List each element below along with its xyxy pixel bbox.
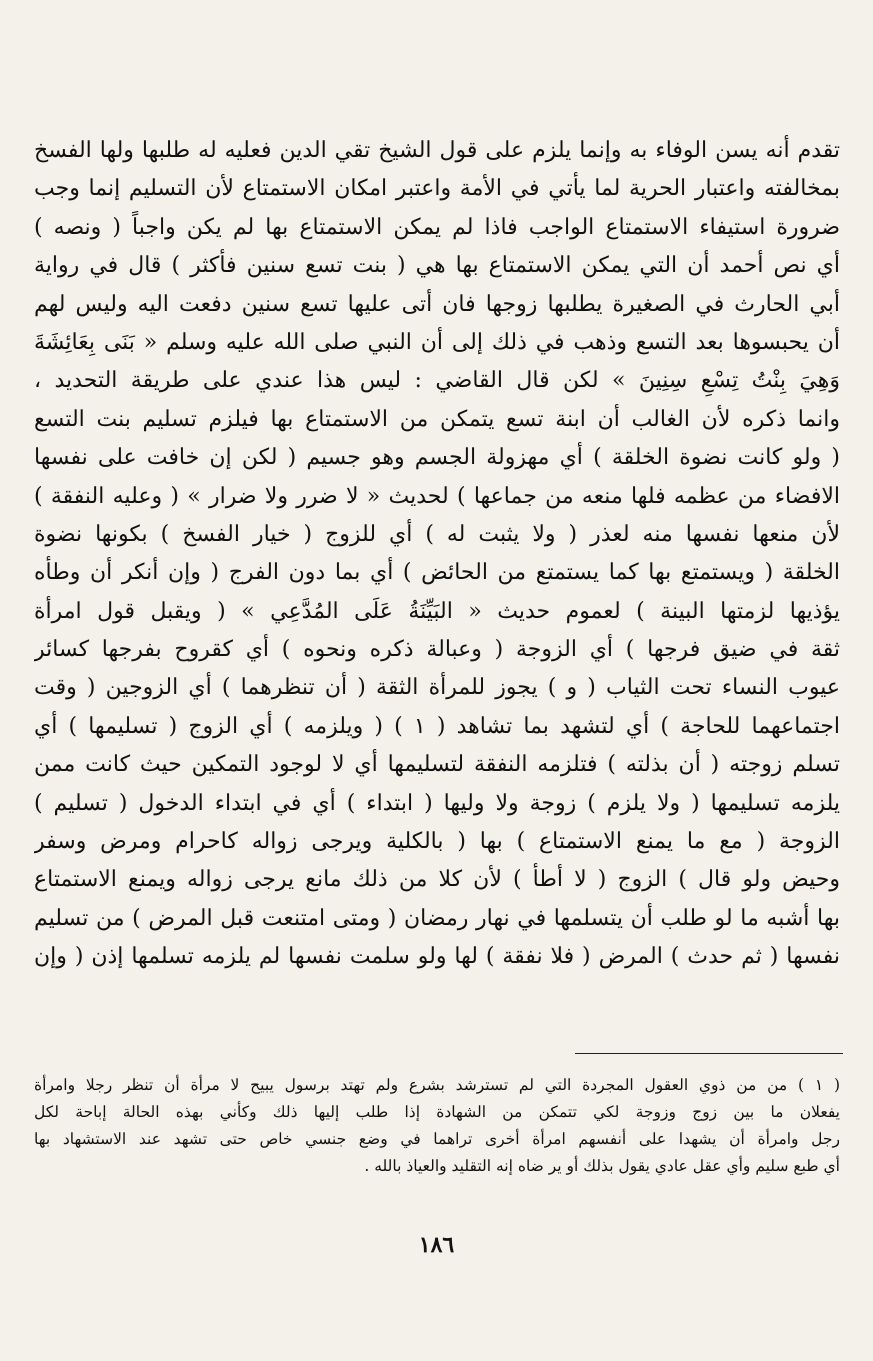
footnote-line: رجل وامرأة أن يشهدا على أنفسهم امرأة أخرى تراهما في وضع جنسي خاص حتى تشهد عند الاستشهاد بها bbox=[34, 1130, 840, 1148]
text-line: الزوجة ( مع ما يمنع الاستمتاع ) بها ( بالكلية ويرجى زواله كاحرام ومرض وسفر bbox=[34, 829, 840, 855]
text-line: بمخالفته واعتبار الحرية لما يأتي في الأمة واعتبر امكان الاستمتاع لأن التسليم إنما وجب bbox=[34, 176, 840, 202]
text-line: نفسها ( ثم حدث ) المرض ( فلا نفقة ) لها ولو سلمت نفسها لم يلزمه تسلمها إذن ( وإن bbox=[34, 944, 840, 970]
page-number: ١٨٦ bbox=[418, 1232, 455, 1258]
text-line: لأن منعها نفسها منه لعذر ( ولا يثبت له ) أي للزوج ( خيار الفسخ ) بكونها نضوة bbox=[34, 521, 840, 547]
footnote-line: ( ١ ) من من ذوي العقول المجردة التي لم تسترشد بشرع ولم تهتد برسول يبيح لا مرأة أن تنظر رجلا وامرأة bbox=[34, 1076, 840, 1094]
text-line: اجتماعهما للحاجة ) أي لتشهد بما تشاهد ( ١ ) ( ويلزمه ) أي الزوج ( تسليمها ) أي bbox=[34, 713, 840, 739]
text-line: يؤذيها لزمتها البينة ) لعموم حديث « البَيِّنَةُ عَلَى المُدَّعِي » ( ويقبل قول امرأة bbox=[34, 598, 840, 624]
text-line: عيوب النساء تحت الثياب ( و ) يجوز للمرأة الثقة ( أن تنظرهما ) أي الزوجين ( وقت bbox=[34, 675, 840, 701]
text-line: أبي الحارث في الصغيرة يطلبها زوجها فان أتى عليها تسع سنين دفعت اليه وليس لهم bbox=[34, 291, 840, 317]
text-line: ثقة في ضيق فرجها ) أي الزوجة ( وعبالة ذكره ونحوه ) أي كقروح بفرجها كسائر bbox=[34, 637, 840, 663]
text-line: الخلقة ( ويستمتع بها كما يستمتع من الحائض ) أي بما دون الفرج ( وإن أنكر أن وطأه bbox=[34, 560, 840, 586]
text-line: وَهِيَ بِنْتُ تِسْعِ سِنِينَ » لكن قال القاضي : ليس هذا عندي على طريقة التحديد ، bbox=[34, 368, 840, 394]
text-line: يلزمه تسليمها ( ولا يلزم ) زوجة ولا وليها ( ابتداء ) أي في ابتداء الدخول ( تسليم ) bbox=[34, 790, 840, 816]
footnote-line: أي طبع سليم وأي عقل عادي يقول بذلك أو ير ضاه إنه التقليد والعياذ بالله . bbox=[364, 1157, 840, 1175]
text-line: الافضاء من عظمه فلها منعه من جماعها ) لحديث « لا ضرر ولا ضرار » ( وعليه النفقة ) bbox=[34, 483, 840, 509]
text-line: ضرورة استيفاء الاستمتاع الواجب فاذا لم يمكن الاستمتاع بها لم يكن واجباً ( ونصه ) bbox=[34, 214, 840, 240]
main-text-block bbox=[34, 132, 840, 977]
text-line: بها أشبه ما لو طلب أن يتسلمها في نهار رمضان ( ومتى امتنعت قبل المرض ) من تسليم bbox=[34, 905, 840, 931]
text-line: وانما ذكره لأن الغالب أن ابنة تسع يتمكن من الاستمتاع بها فيلزم تسليم بنت التسع bbox=[34, 406, 840, 432]
footnote-separator bbox=[575, 1053, 843, 1054]
text-line: تقدم أنه يسن الوفاء به وإنما يلزم على قول الشيخ تقي الدين فعليه له طلبها ولها الفسخ bbox=[34, 138, 840, 163]
text-line: ( ولو كانت نضوة الخلقة ) أي مهزولة الجسم وهو جسيم ( لكن إن خافت على نفسها bbox=[34, 445, 840, 471]
text-line: وحيض ولو قال ) الزوج ( لا أطأ ) لأن كلا من ذلك مانع يرجى زواله ويمنع الاستمتاع bbox=[34, 867, 840, 893]
text-line: أن يحبسوها بعد التسع وذهب في ذلك إلى أن النبي صلى الله عليه وسلم « بَنَى بِعَائِشَةَ bbox=[34, 329, 840, 355]
text-line: أي نص أحمد أن التي يمكن الاستمتاع بها هي ( بنت تسع سنين فأكثر ) قال في رواية bbox=[34, 253, 840, 279]
text-line: تسلم زوجته ( أن بذلته ) فتلزمه النفقة لتسليمها أي لا لوجود التمكين حيث كانت ممن bbox=[34, 752, 840, 778]
footnote-line: يفعلان ما بين زوج وزوجة لكي تتمكن من الشهادة إذا طلب إليها ذلك وكأني بهذه الحالة إباحة لكل bbox=[34, 1103, 840, 1121]
footnote-block bbox=[34, 1072, 840, 1180]
